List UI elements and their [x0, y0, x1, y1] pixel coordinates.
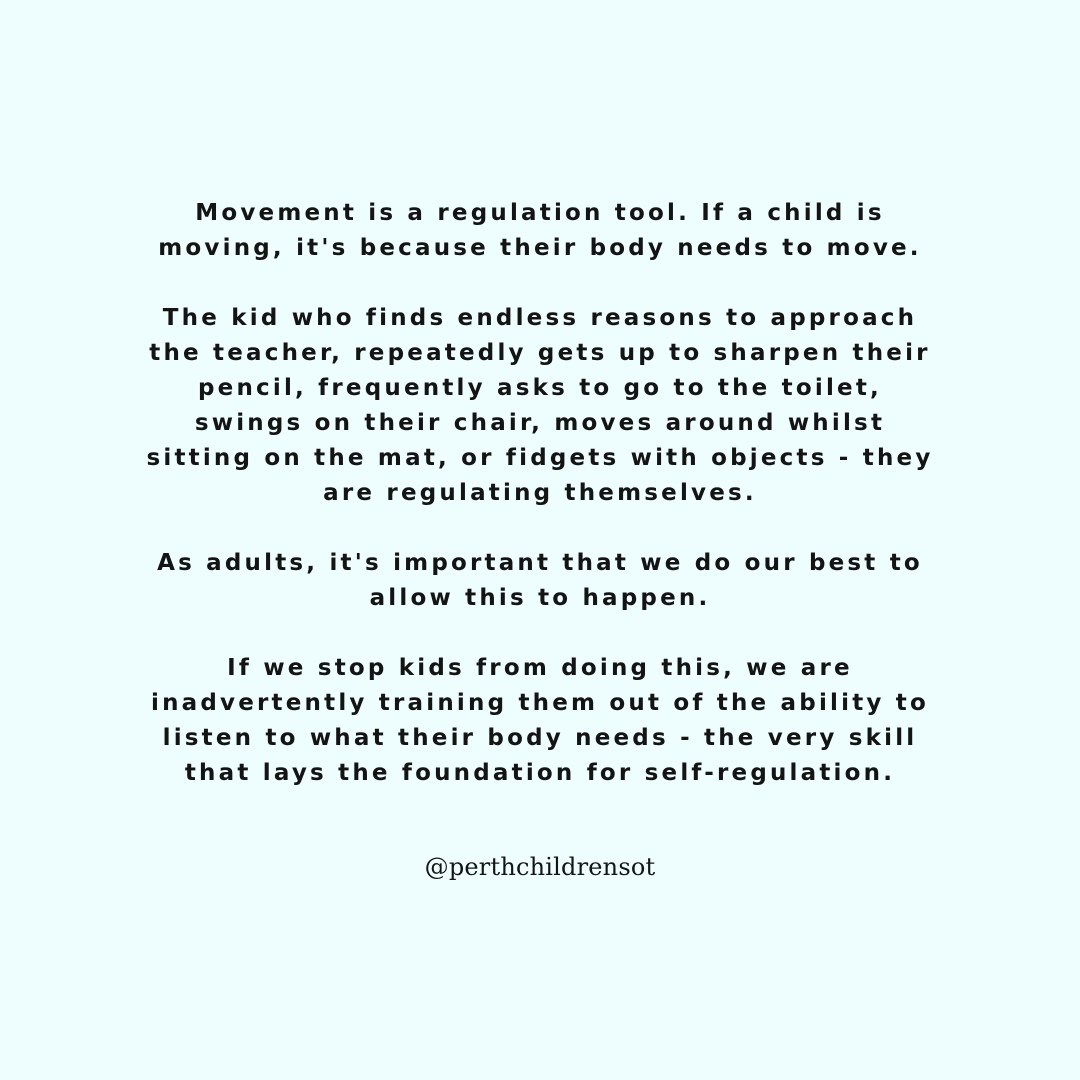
text-line: allow this to happen. [369, 585, 711, 611]
paragraph-2 [100, 301, 980, 511]
text-line: As adults, it's important that we do our best to [157, 550, 923, 576]
paragraph-1 [100, 196, 980, 266]
text-line: The kid who finds endless reasons to approach [162, 305, 918, 331]
account-handle: @perthchildrensot [424, 853, 656, 881]
text-line: that lays the foundation for self-regulation. [184, 760, 896, 786]
paragraph-3 [100, 546, 980, 616]
text-line: Movement is a regulation tool. If a child is [195, 200, 885, 226]
text-line: pencil, frequently asks to go to the toilet, [198, 375, 882, 401]
body-text [100, 196, 980, 791]
text-line: inadvertently training them out of the ability to [150, 690, 929, 716]
text-line: the teacher, repeatedly gets up to sharpen their [149, 340, 931, 366]
text-line: If we stop kids from doing this, we are [227, 655, 853, 681]
text-line: moving, it's because their body needs to move. [158, 235, 922, 261]
text-line: listen to what their body needs - the very skill [162, 725, 918, 751]
text-line: swings on their chair, moves around whilst [194, 410, 886, 436]
paragraph-4 [100, 651, 980, 791]
text-line: are regulating themselves. [323, 480, 757, 506]
text-line: sitting on the mat, or fidgets with objects - they [146, 445, 934, 471]
